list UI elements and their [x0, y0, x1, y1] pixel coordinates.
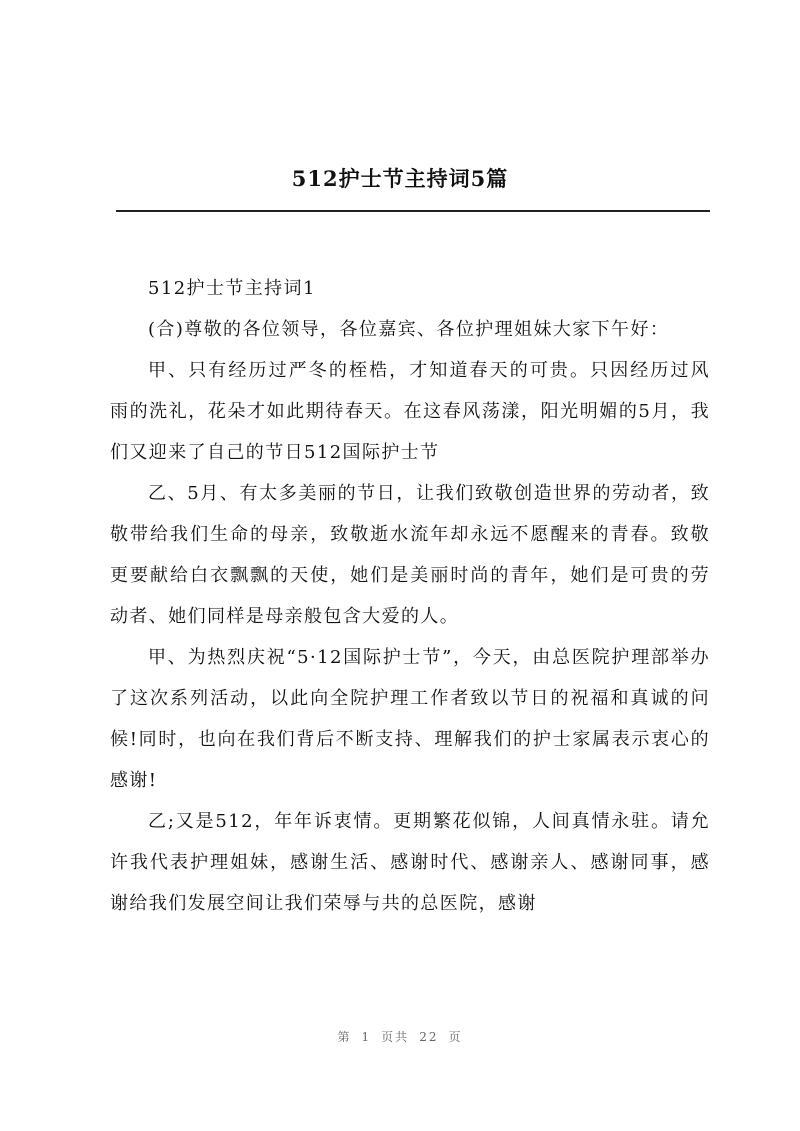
- paragraph: (合)尊敬的各位领导，各位嘉宾、各位护理姐妹大家下午好：: [148, 319, 670, 340]
- document-body: [110, 268, 710, 924]
- page-number: 1: [361, 1030, 372, 1044]
- paragraph: 乙、5月、有太多美丽的节日，让我们致敬创造世界的劳动者，致敬带给我们生命的母亲，致敬逝水流年却永远不愿醒来的青春。致敬更要献给白衣飘飘的天使，她们是美丽时尚的青年，她们是可贵的劳动者、她们同样是母亲般包含大爱的人。: [110, 483, 710, 627]
- footer-suffix: 页: [448, 1030, 463, 1044]
- paragraph: 乙;又是512，年年诉衷情。更期繁花似锦，人间真情永驻。请允许我代表护理姐妹，感谢生活、感谢时代、感谢亲人、感谢同事，感谢给我们发展空间让我们荣辱与共的总医院，感谢: [110, 811, 710, 914]
- page-total: 22: [419, 1030, 439, 1044]
- page-footer: [0, 1028, 800, 1045]
- paragraph: 甲、为热烈庆祝“5·12国际护士节”，今天，由总医院护理部举办了这次系列活动，以此向全院护理工作者致以节日的祝福和真诚的问候!同时，也向在我们背后不断支持、理解我们的护士家属表示衷心的感谢!: [110, 647, 710, 791]
- footer-prefix: 第: [337, 1030, 352, 1044]
- section-heading: 512护士节主持词1: [148, 278, 316, 299]
- footer-mid: 页共: [381, 1030, 410, 1044]
- paragraph: 甲、只有经历过严冬的桎梏，才知道春天的可贵。只因经历过风雨的洗礼，花朵才如此期待春天。在这春风荡漾，阳光明媚的5月，我们又迎来了自己的节日512国际护士节: [110, 360, 710, 463]
- document-title: 512护士节主持词5篇: [291, 166, 509, 191]
- title-divider: [116, 210, 710, 212]
